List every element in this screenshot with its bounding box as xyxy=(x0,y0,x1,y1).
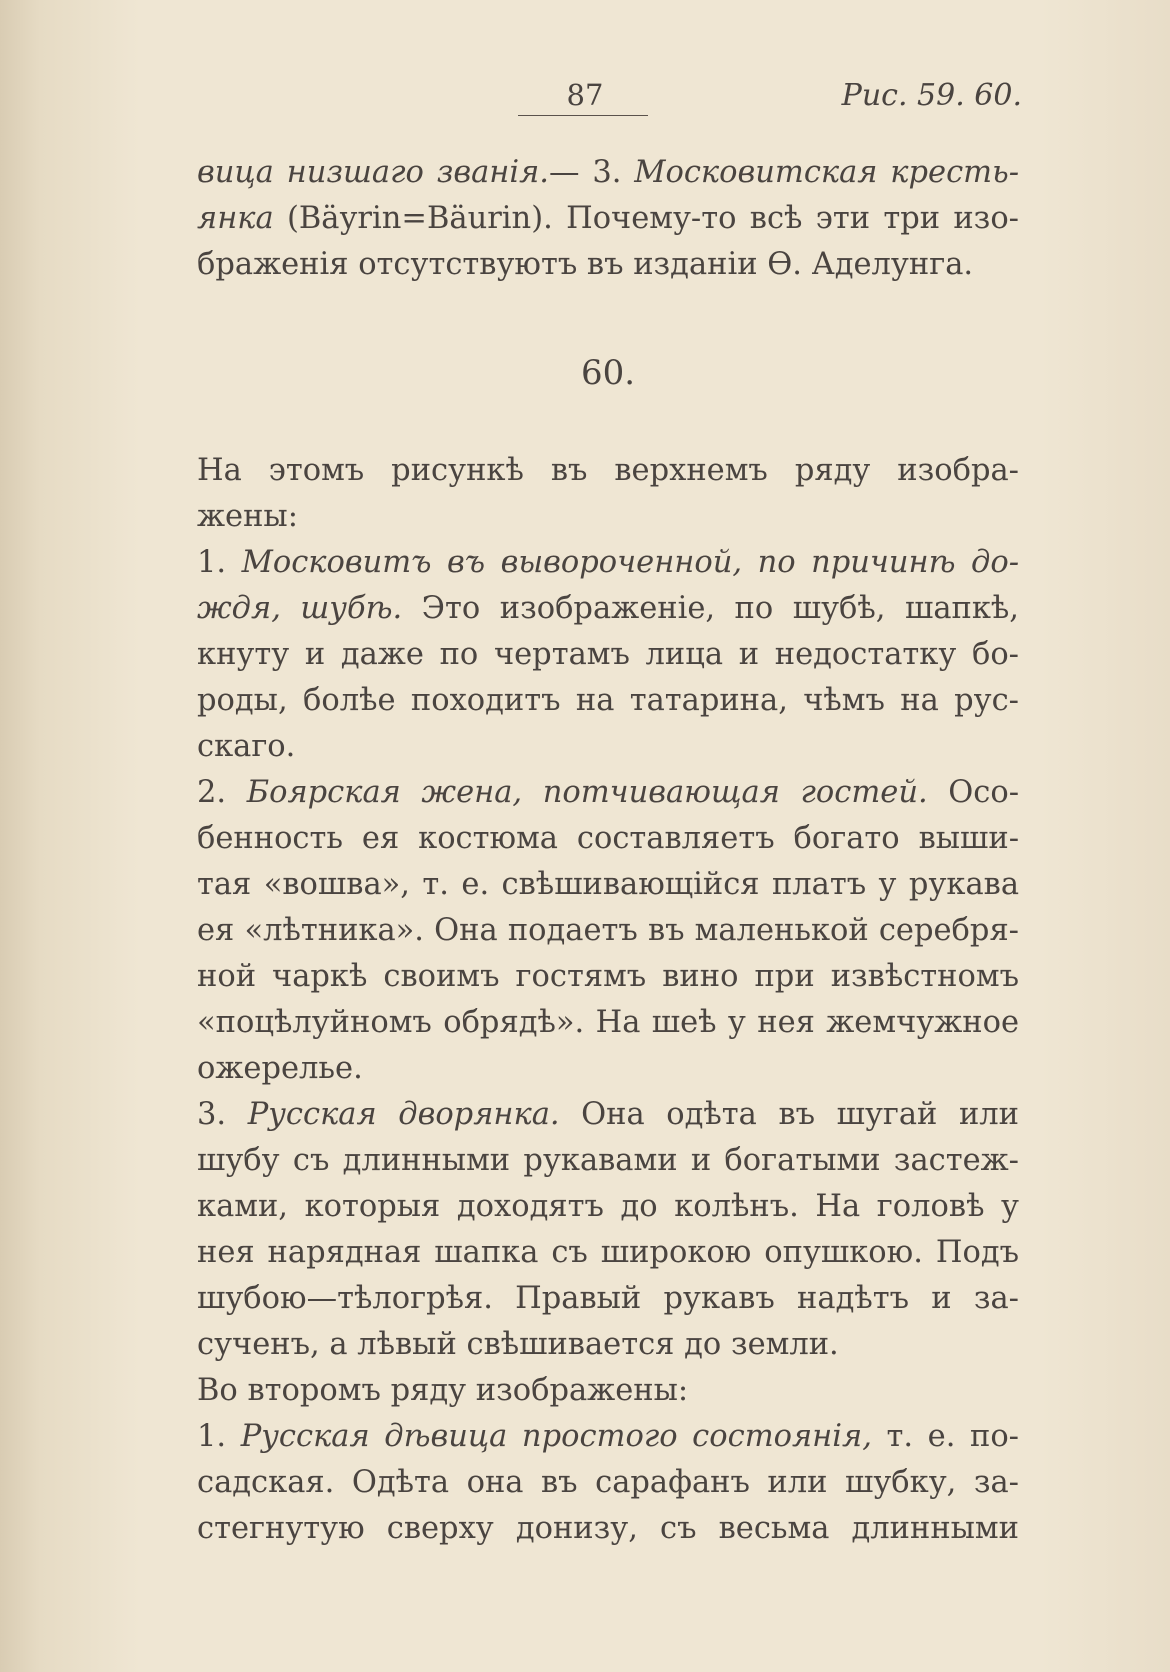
section-number: 60. xyxy=(580,353,636,393)
text-fragment: садская. Одѣта она въ сарафанъ или шубку, за- xyxy=(197,1465,1019,1500)
page-number: 87 xyxy=(566,78,604,112)
page-header xyxy=(0,70,1170,120)
text-fragment: роды, болѣе походитъ на татарина, чѣмъ на рус- xyxy=(197,683,1019,718)
text-line xyxy=(197,448,1019,494)
text-line xyxy=(197,816,1019,862)
text-fragment: Она одѣта въ шугай или xyxy=(559,1097,1019,1132)
text-line xyxy=(197,1184,1019,1230)
text-fragment: скаго. xyxy=(197,729,296,764)
text-line xyxy=(197,1368,1019,1414)
text-line xyxy=(197,724,1019,770)
text-line xyxy=(197,632,1019,678)
body-text xyxy=(197,150,1019,1552)
item-number: 1. xyxy=(197,1419,241,1454)
text-fragment: сученъ, а лѣвый свѣшивается до земли. xyxy=(197,1327,839,1362)
item-number: 2. xyxy=(197,775,247,810)
text-line xyxy=(197,1000,1019,1046)
text-line xyxy=(197,494,1019,540)
italic-phrase: Русская дѣвица простого состоянія, xyxy=(240,1419,872,1454)
text-fragment: ной чаркѣ своимъ гостямъ вино при извѣстномъ xyxy=(197,959,1019,994)
text-line xyxy=(197,1138,1019,1184)
italic-phrase: янка xyxy=(197,201,274,236)
item-number: 1. xyxy=(197,545,242,580)
italic-phrase: Русская дворянка. xyxy=(247,1097,560,1132)
text-fragment: браженія отсутствуютъ въ изданіи Ѳ. Аделунга. xyxy=(197,247,974,282)
text-fragment: (Bäуrin=Bäurin). Почему-то всѣ эти три изо- xyxy=(273,201,1019,236)
item-number: 3. xyxy=(197,1097,248,1132)
text-fragment: т. е. по- xyxy=(871,1419,1019,1454)
text-line xyxy=(197,150,1019,196)
text-fragment: «поцѣлуйномъ обрядѣ». На шеѣ у нея жемчужное xyxy=(197,1005,1019,1040)
text-fragment: кнуту и даже по чертамъ лица и недостатку бо- xyxy=(197,637,1019,672)
text-line xyxy=(197,1506,1019,1552)
text-fragment: шубу съ длинными рукавами и богатыми застеж- xyxy=(197,1143,1019,1178)
text-line xyxy=(197,242,1019,288)
italic-phrase: Боярская жена, потчивающая гостей. xyxy=(246,775,928,810)
text-line xyxy=(197,1414,1019,1460)
text-line xyxy=(197,908,1019,954)
text-fragment: ками, которыя доходятъ до колѣнъ. На головѣ у xyxy=(197,1189,1019,1224)
text-fragment: Осо- xyxy=(927,775,1019,810)
text-line xyxy=(197,862,1019,908)
text-fragment: шубою—тѣлогрѣя. Правый рукавъ надѣтъ и за- xyxy=(197,1281,1019,1316)
text-line xyxy=(197,770,1019,816)
running-head: Рис. 59. 60. xyxy=(841,78,1022,113)
italic-phrase: ждя, шубѣ. xyxy=(197,591,403,626)
text-line xyxy=(197,1230,1019,1276)
text-line xyxy=(197,1046,1019,1092)
text-fragment: Во второмъ ряду изображены: xyxy=(197,1373,689,1408)
text-line xyxy=(197,954,1019,1000)
text-fragment: ея «лѣтника». Она подаетъ въ маленькой серебря- xyxy=(197,913,1019,948)
text-fragment: На этомъ рисункѣ въ верхнемъ ряду изобра- xyxy=(197,453,1019,488)
text-line xyxy=(197,586,1019,632)
text-fragment: ожерелье. xyxy=(197,1051,363,1086)
text-fragment: стегнутую сверху донизу, съ весьма длинными xyxy=(197,1511,1019,1546)
header-rule xyxy=(518,115,648,116)
italic-phrase: Московитъ въ вывороченной, по причинѣ до- xyxy=(241,545,1020,580)
text-line xyxy=(197,1276,1019,1322)
text-fragment: жены: xyxy=(197,499,298,534)
text-fragment: Это изображеніе, по шубѣ, шапкѣ, xyxy=(402,591,1019,626)
italic-phrase: Московитская кресть- xyxy=(634,155,1020,190)
text-line xyxy=(197,678,1019,724)
text-fragment: — 3. xyxy=(549,155,635,190)
text-fragment: нея нарядная шапка съ широкою опушкою. Подъ xyxy=(197,1235,1019,1270)
text-fragment: тая «вошва», т. е. свѣшивающійся платъ у рукава xyxy=(197,867,1019,902)
text-line xyxy=(197,1322,1019,1368)
italic-phrase: вица низшаго званія. xyxy=(197,155,550,190)
text-line xyxy=(197,540,1019,586)
text-fragment: бенность ея костюма составляетъ богато выши- xyxy=(197,821,1019,856)
text-line xyxy=(197,1460,1019,1506)
text-line xyxy=(197,196,1019,242)
text-line xyxy=(197,1092,1019,1138)
